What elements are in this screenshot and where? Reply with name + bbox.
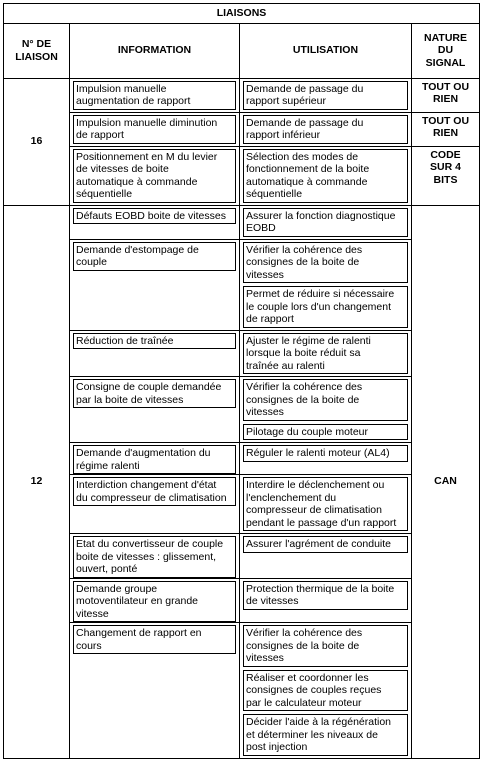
signal-nature: CODE SUR 4 BITS	[412, 146, 480, 205]
information-text: Interdiction changement d'état du compresseur de climatisation	[73, 477, 236, 506]
utilisation-cell	[240, 78, 412, 112]
utilisation-text: Sélection des modes de fonctionnement de la boite automatique à commande séquentielle	[243, 149, 408, 203]
header-utilisation: UTILISATION	[240, 23, 412, 78]
information-text: Changement de rapport en cours	[73, 625, 236, 654]
information-cell	[70, 623, 240, 759]
utilisation-list	[240, 149, 411, 205]
utilisation-text: Vérifier la cohérence des consignes de la boite de vitesses	[243, 379, 408, 421]
table-title: LIAISONS	[4, 4, 480, 24]
information-cell	[70, 78, 240, 112]
utilisation-list	[240, 445, 411, 464]
information-cell	[70, 330, 240, 377]
utilisation-cell	[240, 443, 412, 475]
table-row	[4, 205, 480, 239]
information-cell	[70, 146, 240, 205]
information-text: Demande d'estompage de couple	[73, 242, 236, 271]
utilisation-text: Demande de passage du rapport inférieur	[243, 115, 408, 144]
utilisation-list	[240, 536, 411, 555]
utilisation-list	[240, 208, 411, 239]
information-text: Réduction de traînée	[73, 333, 236, 350]
table-row	[4, 146, 480, 205]
utilisation-text: Assurer la fonction diagnostique EOBD	[243, 208, 408, 237]
information-cell	[70, 112, 240, 146]
utilisation-cell	[240, 623, 412, 759]
information-cell	[70, 578, 240, 623]
utilisation-text: Ajuster le régime de ralenti lorsque la boite réduit sa traînée au ralenti	[243, 333, 408, 375]
information-cell	[70, 205, 240, 239]
information-text: Positionnement en M du levier de vitesses de boite automatique à commande séquentielle	[73, 149, 236, 203]
table-row	[4, 377, 480, 443]
utilisation-list	[240, 333, 411, 377]
signal-nature: TOUT OU RIEN	[412, 112, 480, 146]
utilisation-text: Réaliser et coordonner les consignes de couples reçues par le calculateur moteur	[243, 670, 408, 712]
utilisation-cell	[240, 239, 412, 330]
information-text: Demande d'augmentation du régime ralenti	[73, 445, 236, 474]
utilisation-list	[240, 115, 411, 146]
utilisation-cell	[240, 146, 412, 205]
utilisation-text: Permet de réduire si nécessaire le couple lors d'un changement de rapport	[243, 286, 408, 328]
utilisation-cell	[240, 377, 412, 443]
utilisation-list	[240, 379, 411, 442]
table-row	[4, 534, 480, 579]
information-cell	[70, 239, 240, 330]
information-cell	[70, 443, 240, 475]
table-row	[4, 112, 480, 146]
utilisation-cell	[240, 578, 412, 623]
header-information: INFORMATION	[70, 23, 240, 78]
information-text: Consigne de couple demandée par la boite de vitesses	[73, 379, 236, 408]
information-cell	[70, 377, 240, 443]
utilisation-text: Décider l'aide à la régénération et déterminer les niveaux de post injection	[243, 714, 408, 756]
signal-nature: CAN	[412, 205, 480, 758]
liaison-number: 12	[4, 205, 70, 758]
utilisation-list	[240, 477, 411, 533]
utilisation-list	[240, 625, 411, 758]
utilisation-text: Interdire le déclenchement ou l'enclenchement du compresseur de climatisation pendant le passage d'un rapport	[243, 477, 408, 531]
utilisation-text: Vérifier la cohérence des consignes de la boite de vitesses	[243, 625, 408, 667]
table-row	[4, 330, 480, 377]
title-row	[4, 4, 480, 24]
information-text: Défauts EOBD boite de vitesses	[73, 208, 236, 225]
utilisation-text: Protection thermique de la boite de vitesses	[243, 581, 408, 610]
utilisation-text: Demande de passage du rapport supérieur	[243, 81, 408, 110]
header-nature: NATURE DU SIGNAL	[412, 23, 480, 78]
utilisation-cell	[240, 112, 412, 146]
information-text: Impulsion manuelle augmentation de rapport	[73, 81, 236, 110]
signal-nature: TOUT OU RIEN	[412, 78, 480, 112]
utilisation-list	[240, 81, 411, 112]
information-text: Etat du convertisseur de couple boite de vitesses : glissement, ouvert, ponté	[73, 536, 236, 578]
table-row	[4, 623, 480, 759]
liaison-number: 16	[4, 78, 70, 205]
utilisation-list	[240, 581, 411, 612]
utilisation-text: Pilotage du couple moteur	[243, 424, 408, 441]
utilisation-cell	[240, 205, 412, 239]
liaisons-table	[3, 3, 480, 759]
table-row	[4, 475, 480, 534]
utilisation-text: Assurer l'agrément de conduite	[243, 536, 408, 553]
table-row	[4, 578, 480, 623]
information-text: Impulsion manuelle diminution de rapport	[73, 115, 236, 144]
utilisation-cell	[240, 330, 412, 377]
table-row	[4, 443, 480, 475]
table-row	[4, 78, 480, 112]
utilisation-text: Vérifier la cohérence des consignes de la boite de vitesses	[243, 242, 408, 284]
table-row	[4, 239, 480, 330]
header-num: N° DE LIAISON	[4, 23, 70, 78]
utilisation-list	[240, 242, 411, 330]
information-cell	[70, 475, 240, 534]
information-text: Demande groupe motoventilateur en grande vitesse	[73, 581, 236, 623]
utilisation-cell	[240, 534, 412, 579]
information-cell	[70, 534, 240, 579]
utilisation-cell	[240, 475, 412, 534]
utilisation-text: Réguler le ralenti moteur (AL4)	[243, 445, 408, 462]
header-row	[4, 23, 480, 78]
